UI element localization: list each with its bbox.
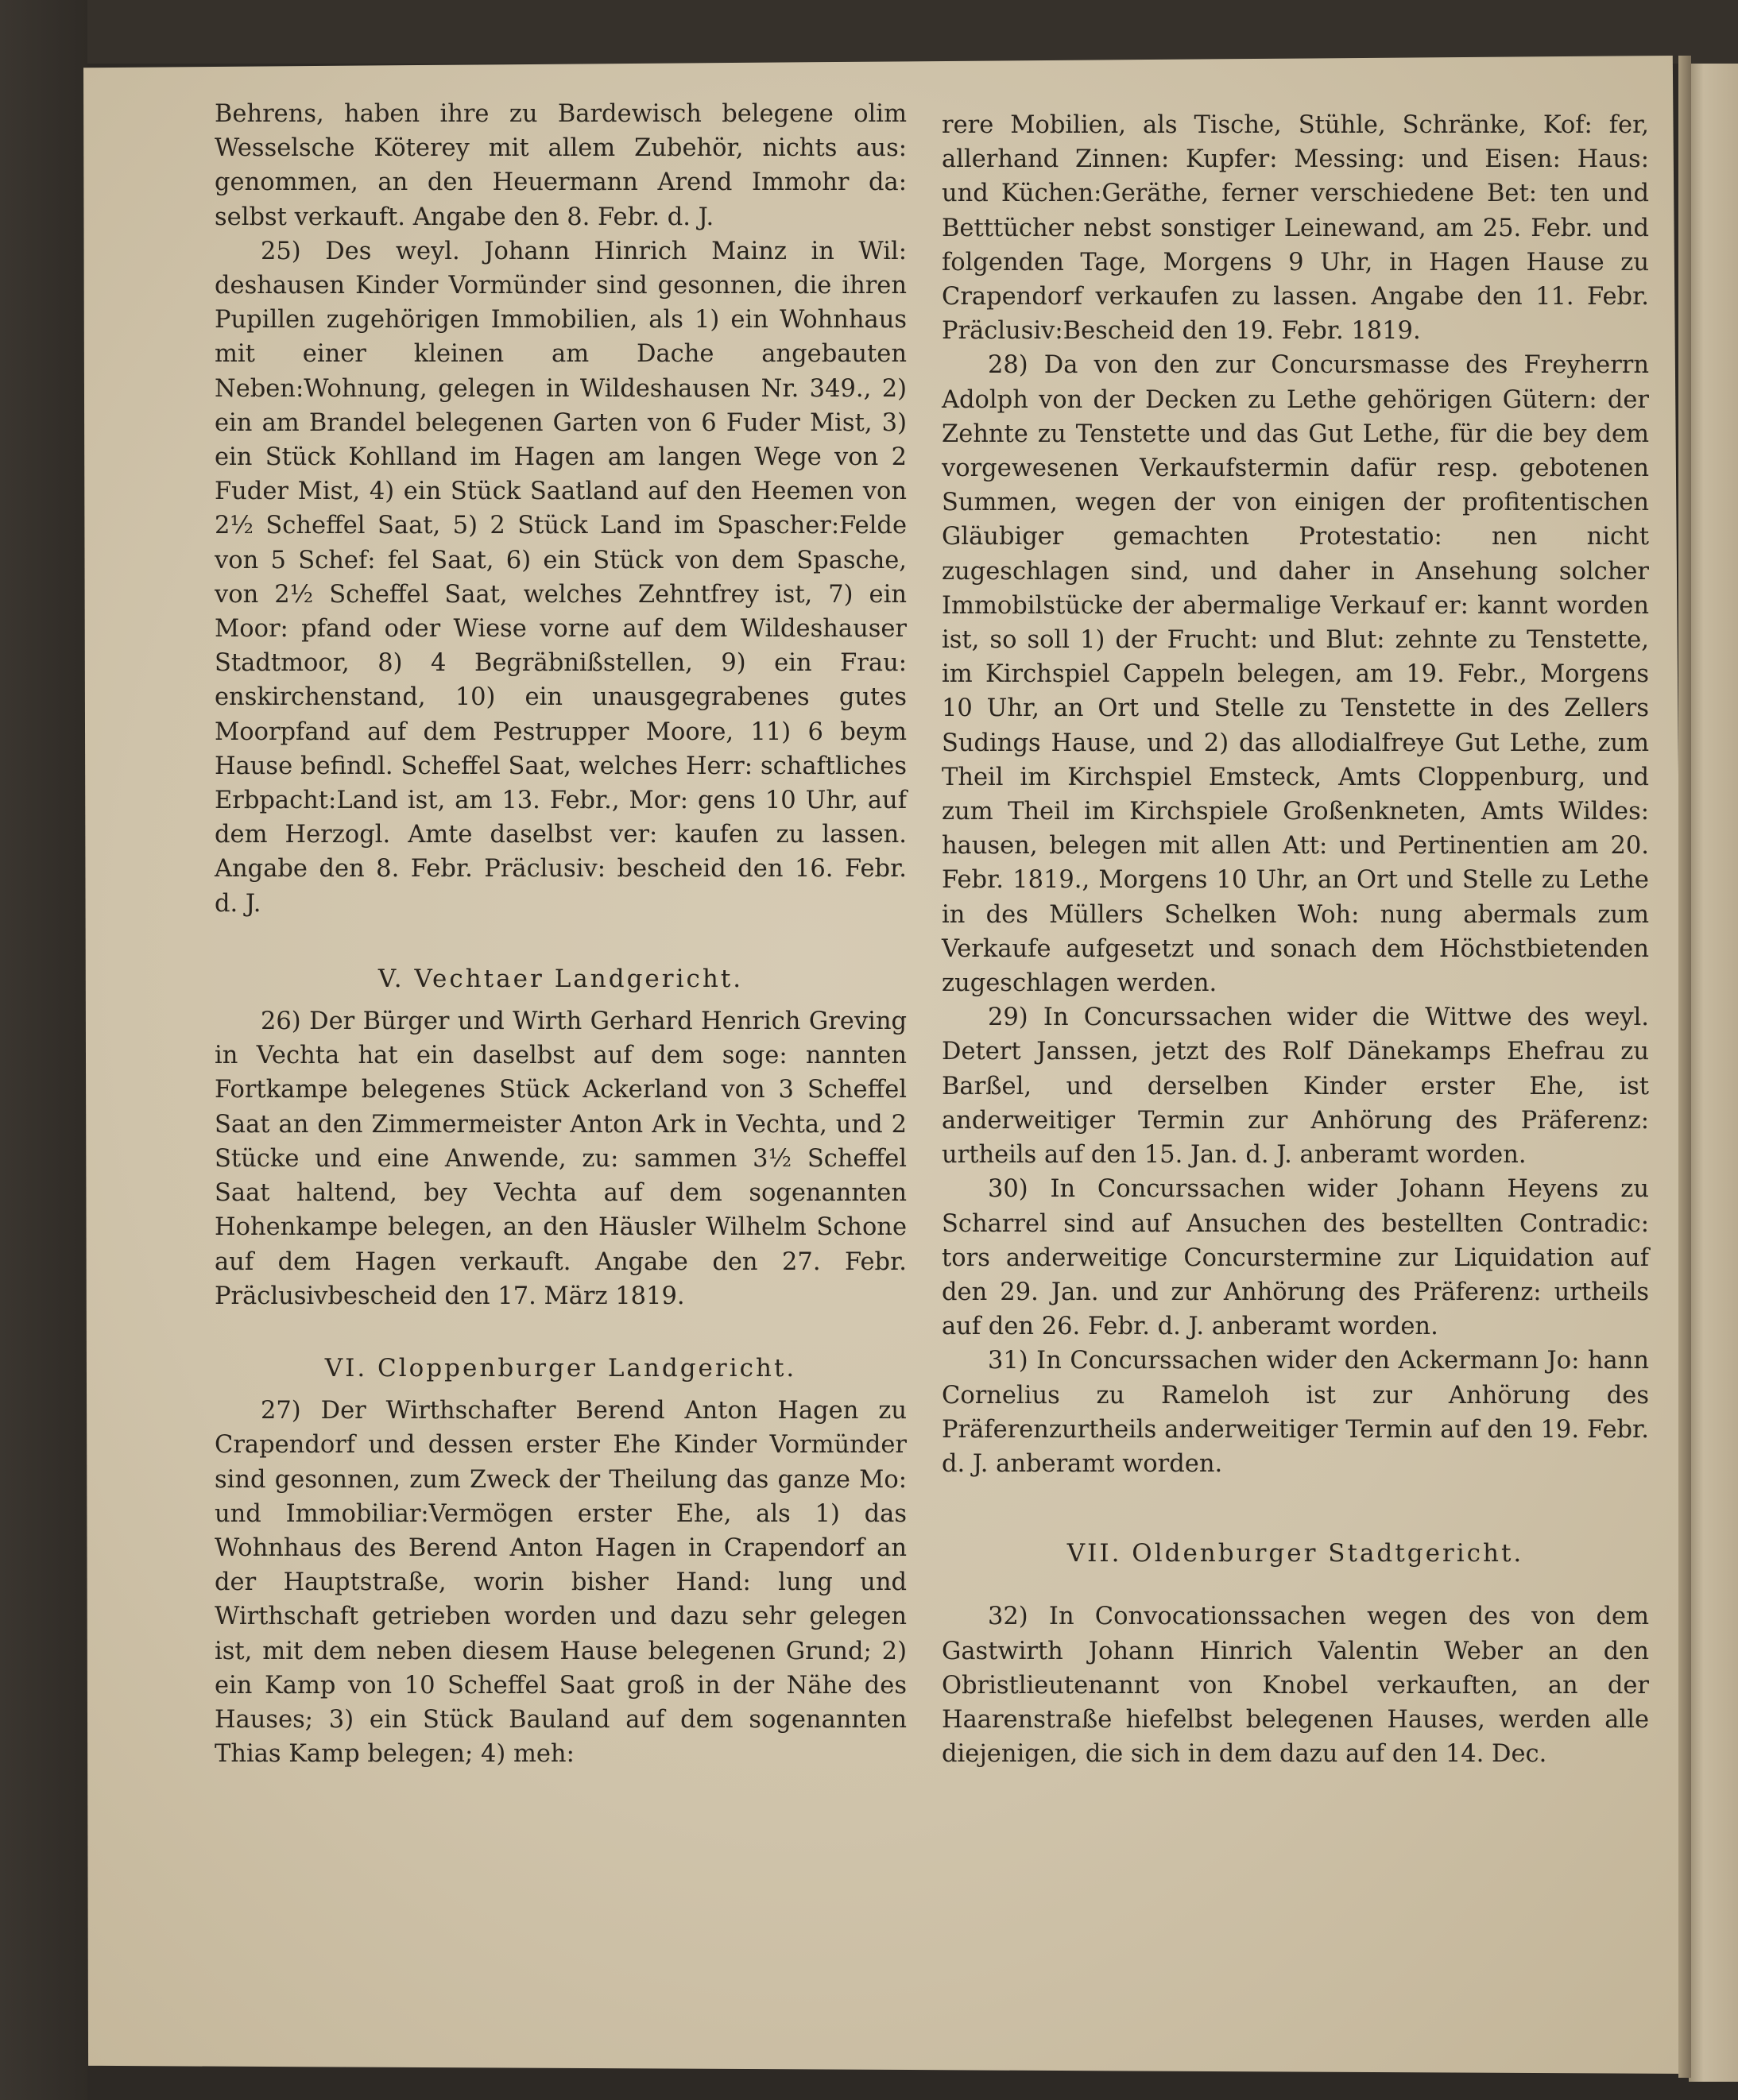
left-column (215, 97, 907, 1771)
paragraph-30: 30) In Concurssachen wider Johann Heyens zu Scharrel sind auf Ansuchen des bestellten Contradic: tors anderweitige Concurstermine zur Liquidation auf den 29. Jan. und zur Anhörung des Präferenz: urtheils auf den 26. Febr. d. J. anberamt worden. (942, 1175, 1649, 1341)
paragraph-27: 27) Der Wirthschafter Berend Anton Hagen zu Crapendorf und dessen erster Ehe Kinder Vormünder sind gesonnen, zum Zweck der Theilung das ganze Mo: und Immobiliar:Vermögen erster Ehe, als 1) das Wohnhaus des Berend Anton Hagen in Crapendorf an der Hauptstraße, worin bisher Hand: lung und Wirthschaft getrieben worden und dazu sehr gelegen ist, mit dem neben diesem Hause belegenen Grund; 2) ein Kamp von 10 Scheffel Saat groß in der Nähe des Hauses; 3) ein Stück Bauland auf dem sogenannten Thias Kamp belegen; 4) meh: (215, 1397, 907, 1769)
section-heading-vi: VI. Cloppenburger Landgericht. (324, 1353, 797, 1383)
paragraph-32: 32) In Convocationssachen wegen des von dem Gastwirth Johann Hinrich Valentin Weber an den Obristlieutenannt von Knobel verkauften, an der Haarenstraße hiefelbst belegenen Hauses, werden alle diejenigen, die sich in dem dazu auf den 14. Dec. (942, 1603, 1649, 1769)
section-heading-v: V. Vechtaer Landgericht. (377, 964, 744, 993)
scanner-bed-top (0, 0, 1738, 64)
paragraph-24-continued: Behrens, haben ihre zu Bardewisch belegene olim Wesselsche Köterey mit allem Zubehör, nichts aus: genommen, an den Heuermann Arend Immohr da: selbst verkauft. Angabe den 8. Febr. d. J. (215, 100, 907, 231)
paragraph-26: 26) Der Bürger und Wirth Gerhard Henrich Greving in Vechta hat ein daselbst auf dem soge: nannten Fortkampe belegenes Stück Ackerland von 3 Scheffel Saat an den Zimmermeister Anton Ark in Vechta, und 2 Stücke und eine Anwende, zu: sammen 3½ Scheffel Saat haltend, bey Vechta auf dem sogenannten Hohenkampe belegen, an den Häusler Wilhelm Schone auf dem Hagen verkauft. Angabe den 27. Febr. Präclusivbescheid den 17. März 1819. (215, 1007, 907, 1310)
paragraph-27-continued: rere Mobilien, als Tische, Stühle, Schränke, Kof: fer, allerhand Zinnen: Kupfer: Messing: und Eisen: Haus: und Küchen:Geräthe, ferner verschiedene Bet: ten und Betttücher nebst sonstiger Leinewand, am 25. Febr. und folgenden Tage, Morgens 9 Uhr, in Hagen Hause zu Crapendorf verkaufen zu lassen. Angabe den 11. Febr. Präclusiv:Bescheid den 19. Febr. 1819. (942, 111, 1649, 346)
paragraph-31: 31) In Concurssachen wider den Ackermann Jo: hann Cornelius zu Rameloh ist zur Anhörung des Präferenzurtheils anderweitiger Termin auf den 19. Febr. d. J. anberamt worden. (942, 1347, 1649, 1478)
paragraph-29: 29) In Concurssachen wider die Wittwe des weyl. Detert Janssen, jetzt des Rolf Dänekamps Ehefrau zu Barßel, und derselben Kinder erster Ehe, ist anderweitiger Termin zur Anhörung des Präferenz: urtheils auf den 15. Jan. d. J. anberamt worden. (942, 1004, 1649, 1170)
scanner-bed-left (0, 0, 87, 2100)
right-column (942, 108, 1649, 1771)
page-gutter (1678, 56, 1691, 2078)
paragraph-28: 28) Da von den zur Concursmasse des Freyherrn Adolph von der Decken zu Lethe gehörigen Gütern: der Zehnte zu Tenstette und das Gut Lethe, für die bey dem vorgewesenen Verkaufstermin dafür resp. gebotenen Summen, wegen der von einigen der profitentischen Gläubiger gemachten Protestatio: nen nicht zugeschlagen sind, und daher in Ansehung solcher Immobilstücke der abermalige Verkauf er: kannt worden ist, so soll 1) der Frucht: und Blut: zehnte zu Tenstette, im Kirchspiel Cappeln belegen, am 19. Febr., Morgens 10 Uhr, an Ort und Stelle zu Tenstette in des Zellers Sudings Hause, und 2) das allodialfreye Gut Lethe, zum Theil im Kirchspiel Emsteck, Amts Cloppenburg, und zum Theil im Kirchspiele Großenkneten, Amts Wildes: hausen, belegen mit allen Att: und Pertinentien am 20. Febr. 1819., Morgens 10 Uhr, an Ort und Stelle zu Lethe in des Müllers Schelken Woh: nung abermals zum Verkaufe aufgesetzt und sonach dem Höchstbietenden zugeschlagen werden. (942, 351, 1649, 998)
paragraph-25: 25) Des weyl. Johann Hinrich Mainz in Wil: deshausen Kinder Vormünder sind gesonnen, die ihren Pupillen zugehörigen Immobilien, als 1) ein Wohnhaus mit einer kleinen am Dache angebauten Neben:Wohnung, gelegen in Wildeshausen Nr. 349., 2) ein am Brandel belegenen Garten von 6 Fuder Mist, 3) ein Stück Kohlland im Hagen am langen Wege von 2 Fuder Mist, 4) ein Stück Saatland auf den Heemen von 2½ Scheffel Saat, 5) 2 Stück Land im Spascher:Felde von 5 Schef: fel Saat, 6) ein Stück von dem Spasche, von 2½ Scheffel Saat, welches Zehntfrey ist, 7) ein Moor: pfand oder Wiese vorne auf dem Wildeshauser Stadtmoor, 8) 4 Begräbnißstellen, 9) ein Frau: enskirchenstand, 10) ein unausgegrabenes gutes Moorpfand auf dem Pestrupper Moore, 11) 6 beym Hause befindl. Scheffel Saat, welches Herr: schaftliches Erbpacht:Land ist, am 13. Febr., Mor: gens 10 Uhr, auf dem Herzogl. Amte daselbst ver: kaufen zu lassen. Angabe den 8. Febr. Präclusiv: bescheid den 16. Febr. d. J. (215, 237, 907, 918)
section-heading-vii: VII. Oldenburger Stadtgericht. (1066, 1539, 1524, 1568)
facing-page-edge (1689, 64, 1738, 2082)
